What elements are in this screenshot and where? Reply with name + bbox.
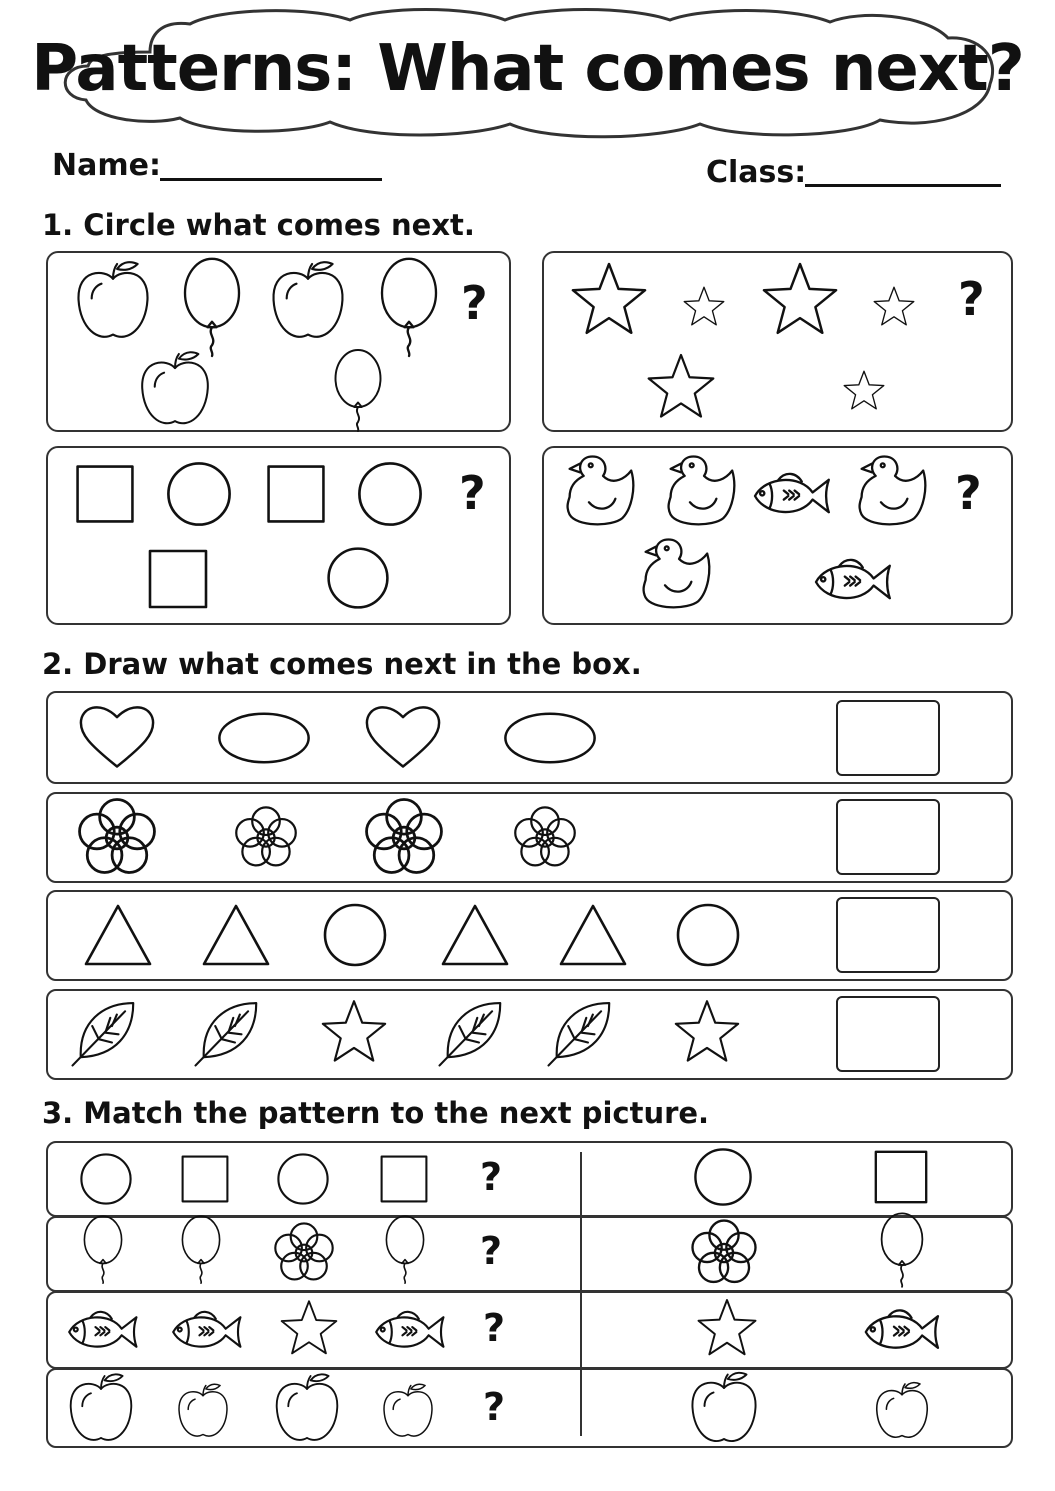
question-mark: ? (483, 1306, 506, 1350)
question-mark: ? (461, 276, 488, 330)
fish-icon (782, 512, 922, 652)
section-2-heading: 2. Draw what comes next in the box. (42, 647, 642, 681)
small-apple-icon (832, 1344, 972, 1484)
leaf-icon (160, 961, 300, 1101)
answer-box[interactable] (836, 799, 940, 875)
name-label: Name: (52, 148, 161, 183)
section-3-heading: 3. Match the pattern to the next picture. (42, 1096, 710, 1130)
question-mark: ? (958, 272, 985, 326)
small-apple-icon (338, 1344, 478, 1484)
match-divider (580, 1152, 582, 1436)
leaf-icon (513, 961, 653, 1101)
star-icon (284, 964, 424, 1104)
question-mark: ? (459, 466, 486, 520)
question-mark: ? (480, 1229, 503, 1273)
circle-icon (288, 508, 428, 648)
question-mark: ? (955, 466, 982, 520)
page-title: Patterns: What comes next? (31, 32, 1024, 106)
star-icon (637, 964, 777, 1104)
square-icon (108, 509, 248, 649)
answer-box[interactable] (836, 700, 940, 776)
leaf-icon (37, 961, 177, 1101)
class-line[interactable] (805, 184, 1001, 187)
answer-box[interactable] (836, 996, 940, 1072)
question-mark: ? (483, 1385, 506, 1429)
question-mark: ? (480, 1155, 503, 1199)
answer-box[interactable] (836, 897, 940, 973)
class-label: Class: (706, 155, 807, 190)
section-1-heading: 1. Circle what comes next. (42, 208, 475, 242)
large-apple-icon (654, 1342, 794, 1482)
duck-icon (602, 510, 742, 650)
name-line[interactable] (160, 178, 382, 181)
